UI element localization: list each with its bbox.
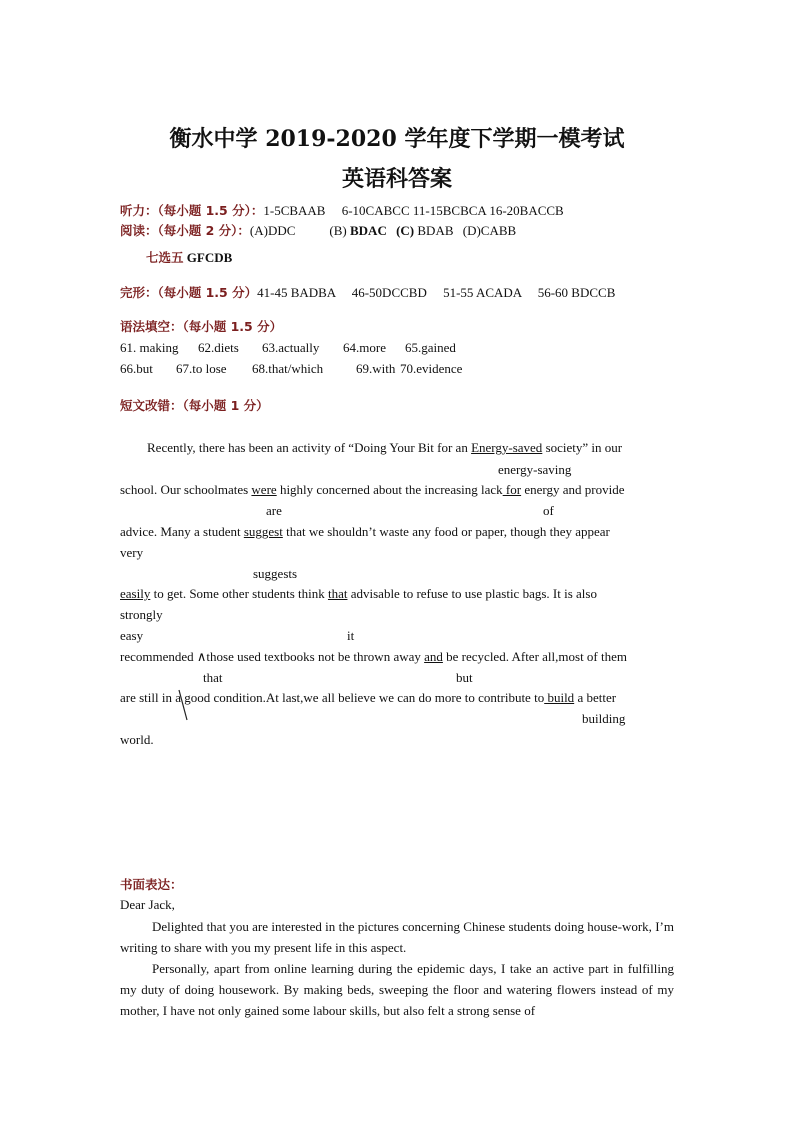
correction-line-4b	[120, 606, 163, 624]
writing-greeting: Dear Jack,	[120, 897, 175, 912]
reading-b-label: (B)	[329, 223, 347, 238]
cloze-label: 完形：（每小题 1.5 分）	[120, 285, 258, 300]
correction-line-6	[120, 689, 616, 707]
correction-error: build	[544, 690, 575, 705]
grammar-label-row	[120, 318, 282, 336]
correction-fix: of	[543, 503, 554, 518]
correction-line-5	[120, 648, 627, 666]
reading-c: BDAB	[417, 223, 454, 238]
correction-error: suggest	[243, 524, 283, 539]
seven-row	[146, 249, 232, 267]
seven-answers: GFCDB	[186, 250, 233, 265]
correction-text: highly concerned about the increasing lack	[276, 482, 503, 497]
correction-text: world.	[120, 732, 154, 747]
grammar-row-2	[120, 360, 462, 378]
writing-paragraph-1: Delighted that you are interested in the pictures concerning Chinese students doing house-work, I’m writing to share with you my present life in this aspect.	[120, 919, 674, 955]
correction-text: strongly	[120, 607, 163, 622]
correction-error: easily	[120, 586, 151, 601]
delete-slash-icon	[176, 688, 190, 722]
writing-label-row	[120, 876, 183, 894]
correction-line-4	[120, 585, 597, 603]
correction-line-7	[120, 731, 154, 749]
correction-text: a better	[574, 690, 617, 705]
correction-line-3b	[120, 544, 143, 562]
correction-fix: are	[266, 503, 282, 518]
correction-error: were	[251, 482, 277, 497]
listening-label: 听力：（每小题 1.5 分）：	[120, 203, 264, 218]
correction-fix: but	[456, 670, 473, 685]
correction-error: and	[424, 649, 443, 664]
correction-text: society” in our	[542, 440, 623, 455]
correction-line-1	[147, 439, 622, 457]
correction-text: school. Our schoolmates	[120, 482, 252, 497]
correction-fix: easy	[120, 628, 144, 643]
correction-text: advisable to refuse to use plastic bags. It is also	[347, 586, 597, 601]
correction-text: be recycled. After all,most of them	[442, 649, 628, 664]
correction-label-row	[120, 397, 269, 415]
correction-error: that	[327, 586, 348, 601]
correction-fix: that	[203, 670, 223, 685]
grammar-item: 64.more	[343, 340, 386, 355]
correction-fix: suggests	[253, 566, 298, 581]
correction-text: advice. Many a student	[120, 524, 244, 539]
correction-error: for	[502, 482, 522, 497]
correction-label: 短文改错：（每小题 1 分）	[120, 398, 269, 413]
reading-c-label: (C)	[396, 223, 415, 238]
reading-a: (A)DDC	[249, 223, 296, 238]
correction-fix: energy-saving	[498, 462, 572, 477]
correction-line-3	[120, 523, 610, 541]
correction-text: recommended	[120, 649, 197, 664]
correction-text: Recently, there has been an activity of “Doing Your Bit for an	[147, 440, 472, 455]
grammar-item: 61. making	[120, 340, 179, 355]
grammar-item: 67.to lose	[176, 361, 227, 376]
correction-text: are still in a good condition.At last,we all believe we can do more to contribute to	[120, 690, 545, 705]
correction-text: very	[120, 545, 144, 560]
grammar-item: 68.that/which	[252, 361, 324, 376]
correction-line-2	[120, 481, 624, 499]
reading-b: BDAC	[350, 223, 387, 238]
page-subtitle: 英语科答案	[341, 166, 452, 192]
correction-text: to get. Some other students think	[150, 586, 328, 601]
grammar-item: 70.evidence	[400, 361, 463, 376]
correction-text: those used textbooks not be thrown away	[206, 649, 425, 664]
reading-row	[120, 222, 516, 240]
grammar-item: 69.with	[356, 361, 396, 376]
grammar-item: 66.but	[120, 361, 153, 376]
correction-fix: building	[582, 711, 626, 726]
grammar-row-1	[120, 339, 456, 357]
grammar-item: 65.gained	[405, 340, 456, 355]
grammar-item: 63.actually	[262, 340, 320, 355]
cloze-row	[120, 284, 615, 302]
listening-answers: 1-5CBAAB 6-10CABCC 11-15BCBCA 16-20BACCB	[263, 203, 564, 218]
listening-row	[120, 202, 564, 220]
correction-text: that we shouldn’t waste any food or paper, though they appear	[282, 524, 610, 539]
correction-text: energy and provide	[521, 482, 625, 497]
page-title: 衡水中学 2019-2020 学年度下学期一模考试	[169, 126, 625, 152]
seven-label: 七选五	[146, 250, 184, 265]
correction-error: Energy-saved	[471, 440, 543, 455]
grammar-label: 语法填空：（每小题 1.5 分）	[120, 319, 283, 334]
cloze-answers: 41-45 BADBA 46-50DCCBD 51-55 ACADA 56-60 BDCCB	[257, 285, 616, 300]
reading-label: 阅读：（每小题 2 分）：	[120, 223, 250, 238]
writing-label: 书面表达：	[120, 877, 183, 892]
insert-caret-icon: ∧	[196, 649, 207, 664]
correction-fix: it	[347, 628, 355, 643]
reading-d: (D)CABB	[462, 223, 517, 238]
writing-paragraph-2: Personally, apart from online learning during the epidemic days, I take an active part in fulfilling my duty of doing housework. By making beds, sweeping the floor and watering flowers instead of my mother, I have not only gained some labour skills, but also felt a strong sense of	[120, 961, 674, 1018]
grammar-item: 62.diets	[198, 340, 239, 355]
